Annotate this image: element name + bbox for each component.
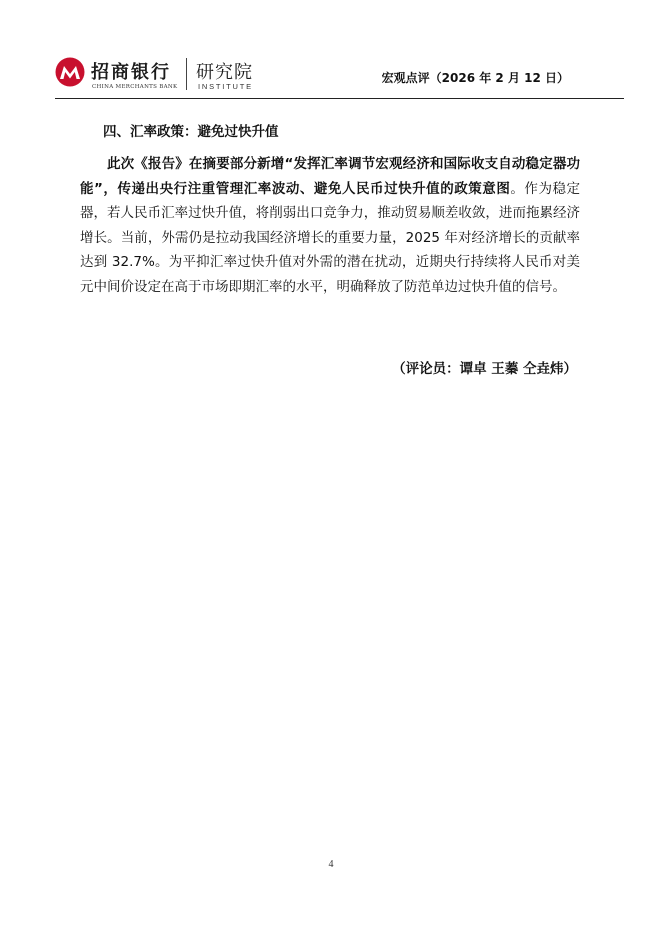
page-header xyxy=(0,0,662,100)
section-heading: 四、汇率政策：避免过快升值 xyxy=(103,124,279,140)
bank-name-en: CHINA MERCHANTS BANK xyxy=(92,84,178,90)
logo-divider xyxy=(186,58,187,90)
body-bold-lead: 此次《报告》在摘要部分新增“发挥汇率调节宏观经济和国际收支自动稳定器功能”，传递出央行注重管理汇率波动、避免人民币过快升值的政策意图 xyxy=(80,156,580,197)
page-number: 4 xyxy=(328,859,334,870)
body-paragraph xyxy=(80,152,580,300)
bank-name-cn: 招商银行 xyxy=(91,62,171,83)
body-text-rest: 。作为稳定器，若人民币汇率过快升值，将削弱出口竞争力，推动贸易顺差收敛，进而拖累经济增长。当前，外需仍是拉动我国经济增长的重要力量，2025 年对经济增长的贡献率达到 32.7%。为平抑汇率过快升值对外需的潜在扰动，近期央行持续将人民币对美元中间价设定在高于市场即期汇率的水平，明确释放了防范单边过快升值的信号。 xyxy=(80,180,581,295)
institute-name-en: INSTITUTE xyxy=(198,82,253,91)
commentator-credit: （评论员：谭卓 王蓁 仝垚炜） xyxy=(392,361,577,377)
header-rule xyxy=(55,98,624,99)
institute-name-cn: 研究院 xyxy=(196,62,253,83)
cmb-logo-icon xyxy=(55,57,85,87)
report-label: 宏观点评（2026 年 2 月 12 日） xyxy=(381,71,569,85)
